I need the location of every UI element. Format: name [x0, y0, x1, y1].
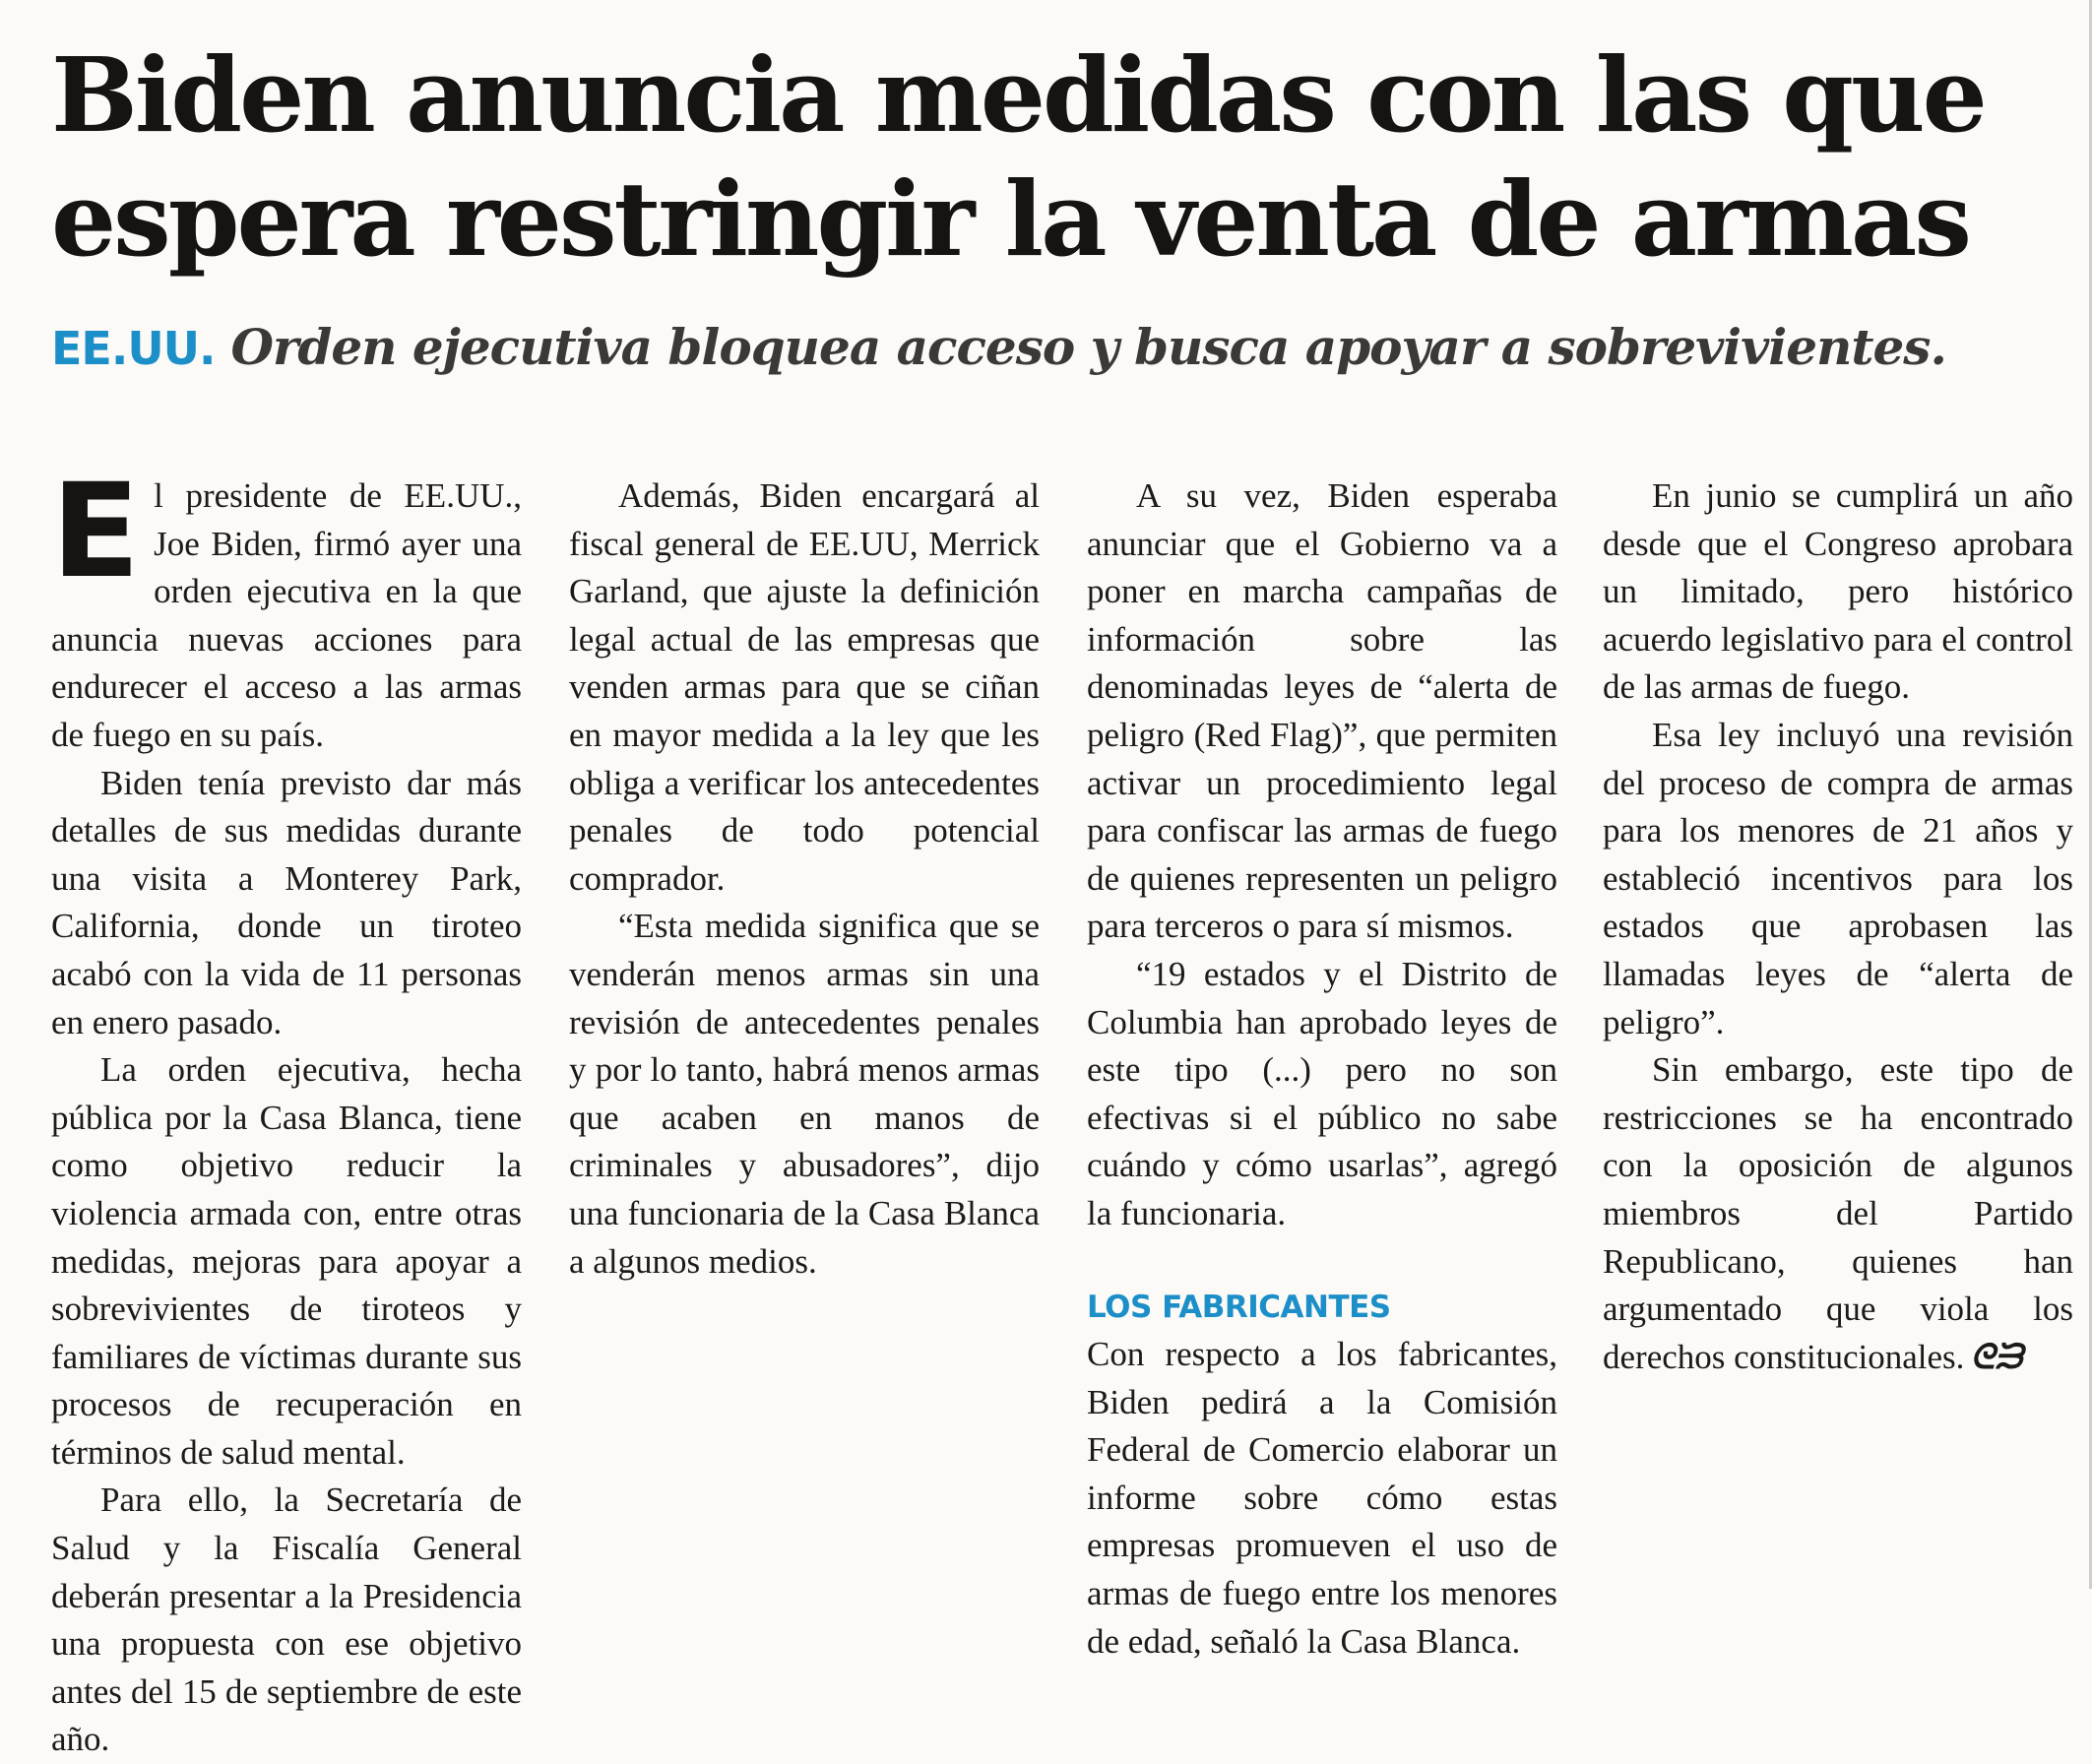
section-heading: LOS FABRICANTES	[1087, 1289, 1391, 1325]
paragraph-2: Biden tenía previsto dar más detalles de sus medidas durante una visita a Monterey Park, California, donde un tiroteo acabó con la vida de 11 personas en enero pasado.	[51, 763, 522, 1041]
deck-text: Orden ejecutiva bloquea acceso y busca apoyar a sobrevivientes.	[230, 318, 1946, 376]
paragraph-5: Además, Biden encargará al fiscal general de EE.UU, Merrick Garland, que ajuste la definición legal actual de las empresas que venden armas para que se ciñan en mayor medida a la ley que les obliga a verificar los antecedentes penales de todo potencial comprador.	[569, 476, 1040, 898]
article-column-4	[1603, 472, 2073, 1381]
paragraph-4: Para ello, la Secretaría de Salud y la Fiscalía General deberán presentar a la Presidencia una propuesta con ese objetivo antes del 15 de septiembre de este año.	[51, 1480, 522, 1759]
subhead	[51, 313, 2050, 382]
paragraph-11: Esa ley incluyó una revisión del proceso de compra de armas para los menores de 21 años y estableció incentivos para los estados que aprobasen las llamadas leyes de “alerta de peligro”.	[1603, 715, 2073, 1041]
paragraph-9: Con respecto a los fabricantes, Biden pedirá a la Comisión Federal de Comercio elaborar un informe sobre cómo estas empresas promueven el uso de armas de fuego entre los menores de edad, señaló la Casa Blanca.	[1087, 1335, 1557, 1661]
headline-line-2: espera restringir la venta de armas	[51, 158, 1969, 280]
headline	[51, 33, 2020, 282]
drop-cap: E	[51, 456, 141, 607]
paragraph-6: “Esta medida significa que se venderán menos armas sin una revisión de antecedentes penales y por lo tanto, habrá menos armas que acaben en manos de criminales y abusadores”, dijo una funcionaria de la Casa Blanca a algunos medios.	[569, 907, 1040, 1281]
paragraph-12	[1603, 1046, 2073, 1381]
paragraph-10: En junio se cumplirá un año desde que el Congreso aprobara un limitado, pero histórico acuerdo legislativo para el control de las armas de fuego.	[1603, 476, 2073, 707]
paragraph-3: La orden ejecutiva, hecha pública por la Casa Blanca, tiene como objetivo reducir la violencia armada con, entre otras medidas, mejoras para apoyar a sobrevivientes de tiroteos y familiares de víctimas durante sus procesos de recuperación en términos de salud mental.	[51, 1050, 522, 1472]
paragraph-1-text: l presidente de EE.UU., Joe Biden, firmó ayer una orden ejecutiva en la que anuncia nuevas acciones para endurecer el acceso a las armas de fuego en su país.	[51, 476, 522, 754]
article-column-2	[569, 472, 1040, 1286]
article-column-3	[1087, 472, 1557, 1666]
article-column-1	[51, 456, 522, 1764]
end-mark-icon: ᘓᙐ	[1970, 1336, 2023, 1377]
paragraph-1	[51, 456, 522, 760]
headline-line-1: Biden anuncia medidas con las que	[51, 34, 1985, 156]
paragraph-8: “19 estados y el Distrito de Columbia han aprobado leyes de este tipo (...) pero no son efectivas si el público no sabe cuándo y cómo usarlas”, agregó la funcionaria.	[1087, 954, 1557, 1232]
paragraph-7: A su vez, Biden esperaba anunciar que el Gobierno va a poner en marcha campañas de información sobre las denominadas leyes de “alerta de peligro (Red Flag)”, que permiten activar un procedimiento legal para confiscar las armas de fuego de quienes representen un peligro para terceros o para sí mismos.	[1087, 476, 1557, 946]
paragraph-12-text: Sin embargo, este tipo de restricciones se ha encontrado con la oposición de algunos miembros del Partido Republicano, quienes han argumentado que viola los derechos constitucionales.	[1603, 1050, 2073, 1376]
section-kicker: EE.UU.	[51, 322, 216, 375]
